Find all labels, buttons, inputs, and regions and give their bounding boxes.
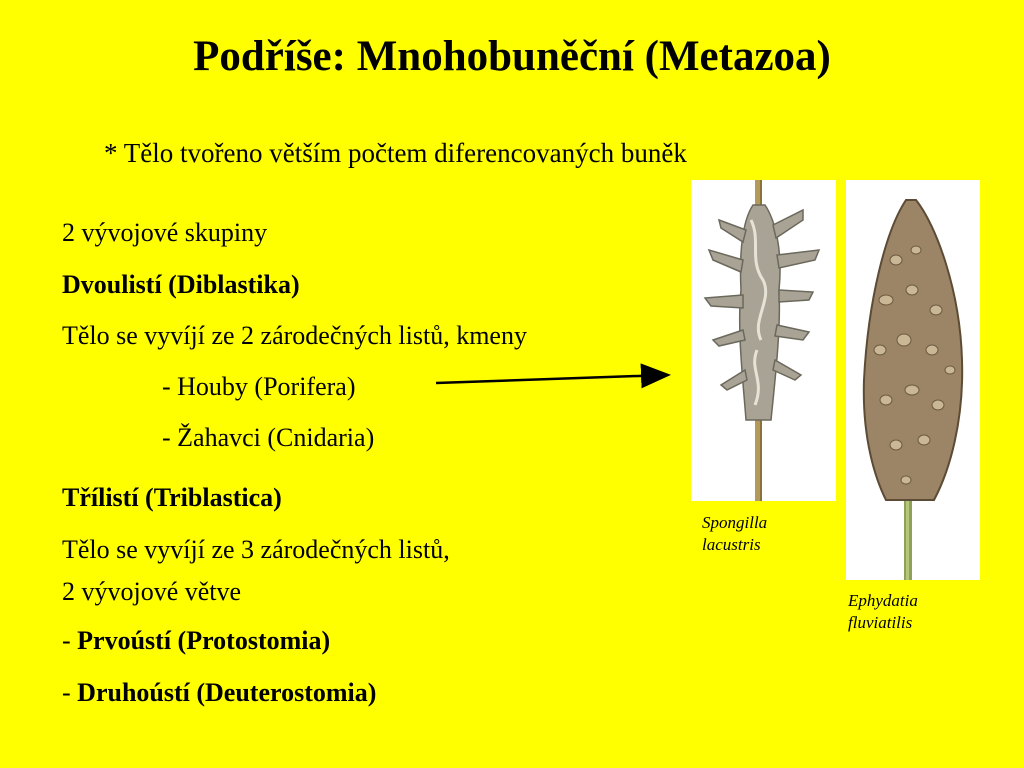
branch-protostomia-prefix: -: [62, 626, 78, 655]
diblastica-heading: Dvoulistí (Diblastika): [62, 270, 300, 299]
spongilla-image: [691, 180, 836, 501]
diblastica-description: Tělo se vyvíjí ze 2 zárodečných listů, kmeny: [62, 321, 527, 350]
pointer-arrow: [430, 360, 680, 400]
branch-protostomia-name: Prvoústí (Protostomia): [77, 626, 331, 655]
branch-deuterostomia: [62, 678, 376, 708]
ephydatia-illustration: [846, 180, 980, 580]
phylum-porifera: - Houby (Porifera): [162, 372, 356, 401]
slide-subtitle: * Tělo tvořeno větším počtem diferencovaných buněk: [104, 138, 687, 168]
spongilla-caption-genus: Spongilla: [702, 513, 768, 532]
ephydatia-caption-genus: Ephydatia: [848, 591, 918, 610]
spongilla-caption-species: lacustris: [702, 535, 761, 554]
triblastica-description-line1: Tělo se vyvíjí ze 3 zárodečných listů,: [62, 535, 450, 564]
triblastica-description-line2: 2 vývojové větve: [62, 577, 242, 606]
branch-deuterostomia-name: Druhoústí (Deuterostomia): [77, 678, 377, 707]
spongilla-illustration: [691, 180, 836, 501]
spongilla-caption: [702, 512, 767, 556]
slide-title: Podříše: Mnohobuněční (Metazoa): [193, 33, 831, 80]
ephydatia-image: [846, 180, 980, 580]
groups-intro: 2 vývojové skupiny: [62, 218, 268, 247]
branch-protostomia: [62, 626, 330, 656]
branch-deuterostomia-prefix: -: [62, 678, 78, 707]
phylum-cnidaria: - Žahavci (Cnidaria): [162, 423, 375, 452]
ephydatia-caption-species: fluviatilis: [848, 613, 913, 632]
triblastica-heading: Třílistí (Triblastica): [62, 483, 282, 512]
ephydatia-caption: [848, 590, 918, 634]
